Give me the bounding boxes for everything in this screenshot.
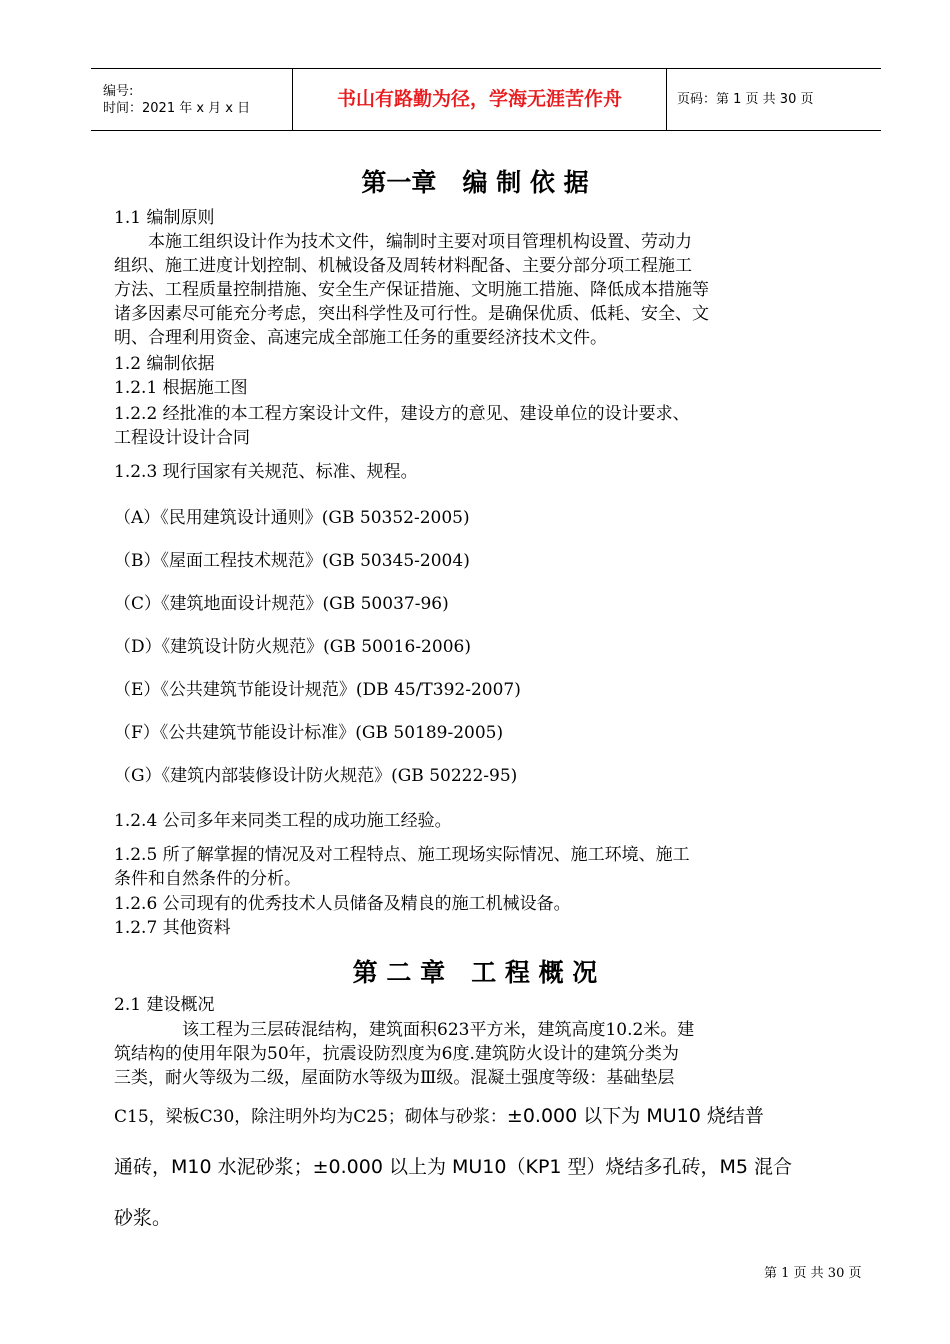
page-footer: 第 1 页 共 30 页 — [764, 1266, 862, 1281]
section-1-2-1: 1.2.1 根据施工图 — [114, 378, 248, 398]
section-1-2-7: 1.2.7 其他资料 — [114, 918, 231, 938]
section-1-2-heading: 1.2 编制依据 — [114, 354, 215, 374]
section-1-2-3: 1.2.3 现行国家有关规范、标准、规程。 — [114, 462, 418, 482]
paragraph-line: 条件和自然条件的分析。 — [114, 869, 301, 889]
standard-item: （B）《屋面工程技术规范》(GB 50345-2004) — [114, 551, 470, 571]
paragraph-line: 三类，耐火等级为二级，屋面防水等级为Ⅲ级。混凝土强度等级：基础垫层 — [114, 1068, 675, 1088]
doc-number-label: 编号: — [103, 83, 134, 99]
header-page-info: 页码：第 1 页 共 30 页 — [677, 92, 814, 107]
section-1-2-4: 1.2.4 公司多年来同类工程的成功施工经验。 — [114, 811, 452, 831]
paragraph-line: 诸多因素尽可能充分考虑，突出科学性及可行性。是确保优质、低耗、安全、文 — [114, 304, 709, 324]
header-motto-cell — [293, 69, 667, 130]
header-time: 时间：2021 年 x 月 x 日 — [103, 100, 251, 116]
standard-item: （G）《建筑内部装修设计防火规范》(GB 50222-95) — [114, 766, 518, 786]
line-part-serif: C15，梁板C30，除注明外均为C25；砌体与砂浆： — [114, 1107, 507, 1127]
chapter-2-title: 第 二 章 工 程 概 况 — [352, 958, 598, 987]
paragraph-line: 筑结构的使用年限为50年，抗震设防烈度为6度.建筑防火设计的建筑分类为 — [114, 1044, 679, 1064]
header-left-cell — [91, 69, 293, 130]
standard-item: （C）《建筑地面设计规范》(GB 50037-96) — [114, 594, 449, 614]
paragraph-line: 通砖，M10 水泥砂浆；±0.000 以上为 MU10（KP1 型）烧结多孔砖，M5 混合 — [114, 1156, 793, 1178]
header-motto: 书山有路勤为径，学海无涯苦作舟 — [336, 88, 622, 110]
standard-item: （F）《公共建筑节能设计标准》(GB 50189-2005) — [114, 723, 504, 743]
standard-item: （E）《公共建筑节能设计规范》(DB 45/T392-2007) — [114, 680, 521, 700]
paragraph-line: 工程设计设计合同 — [114, 428, 250, 448]
paragraph-line: 组织、施工进度计划控制、机械设备及周转材料配备、主要分部分项工程施工 — [114, 256, 692, 276]
header-page-cell — [667, 69, 881, 130]
paragraph-line: 砂浆。 — [114, 1207, 172, 1229]
paragraph-line: 该工程为三层砖混结构，建筑面积623平方米，建筑高度10.2米。建 — [114, 1020, 695, 1040]
paragraph-line: 1.2.2 经批准的本工程方案设计文件，建设方的意见、建设单位的设计要求、 — [114, 404, 690, 424]
section-1-2-6: 1.2.6 公司现有的优秀技术人员储备及精良的施工机械设备。 — [114, 894, 571, 914]
paragraph-line: 本施工组织设计作为技术文件，编制时主要对项目管理机构设置、劳动力 — [114, 232, 692, 252]
chapter-1-title: 第一章 编 制 依 据 — [361, 168, 589, 197]
paragraph-line: 1.2.5 所了解掌握的情况及对工程特点、施工现场实际情况、施工环境、施工 — [114, 845, 690, 865]
standard-item: （D）《建筑设计防火规范》(GB 50016-2006) — [114, 637, 471, 657]
page-header — [91, 68, 881, 131]
section-1-1-heading: 1.1 编制原则 — [114, 208, 215, 228]
section-2-1-heading: 2.1 建设概况 — [114, 995, 215, 1015]
paragraph-line: 明、合理利用资金、高速完成全部施工任务的重要经济技术文件。 — [114, 328, 607, 348]
line-part-sans: ±0.000 以下为 MU10 烧结普 — [506, 1105, 764, 1127]
paragraph-line: 方法、工程质量控制措施、安全生产保证措施、文明施工措施、降低成本措施等 — [114, 280, 709, 300]
paragraph-line — [114, 1104, 764, 1129]
standard-item: （A）《民用建筑设计通则》(GB 50352-2005) — [114, 508, 470, 528]
